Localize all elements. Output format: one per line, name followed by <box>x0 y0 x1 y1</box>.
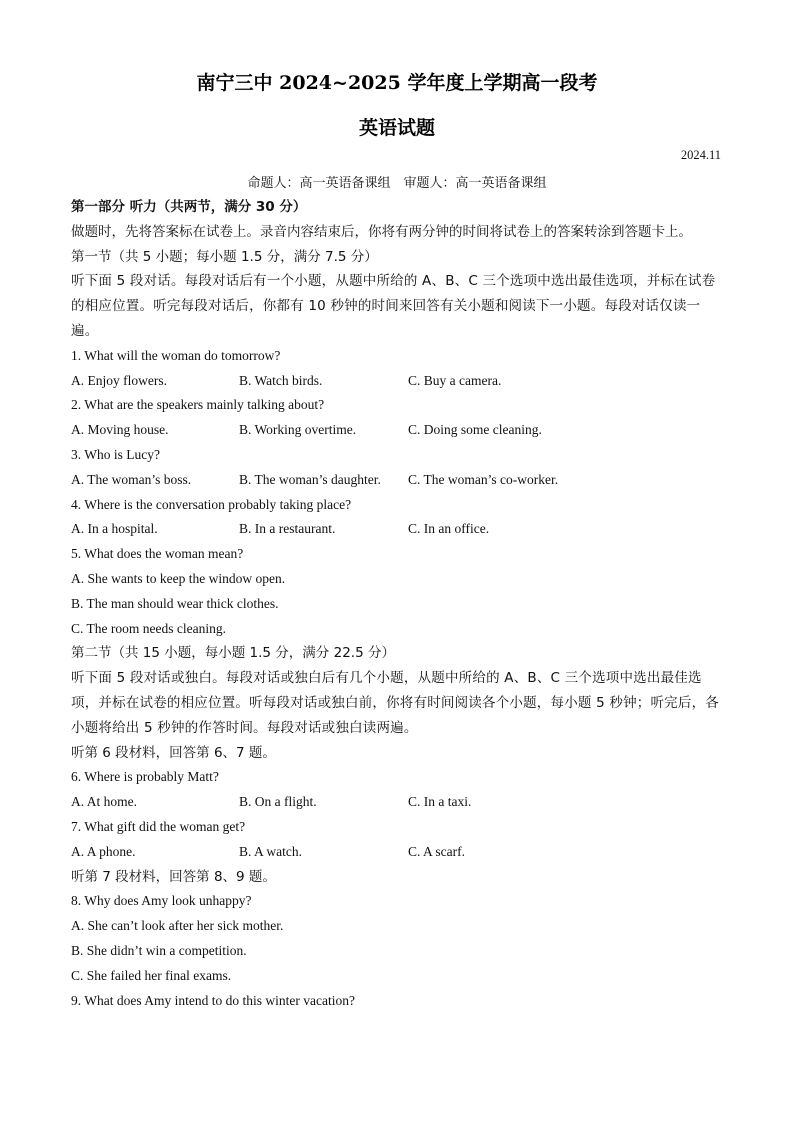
question-7: 7. What gift did the woman get? <box>71 818 246 834</box>
question-2: 2. What are the speakers mainly talking about? <box>71 397 325 413</box>
option-a: A. A phone. <box>71 843 136 859</box>
option-b: B. Watch birds. <box>239 372 323 388</box>
option-c: C. In a taxi. <box>408 794 472 810</box>
question-1-options <box>71 369 721 394</box>
section2-instruction: 听下面 5 段对话或独白。每段对话或独白后有几个小题，从题中所给的 A、B、C 三个选项中选出最佳选项，并标在试卷的相应位置。听每段对话或独白前，你将有时间阅读各个小题，每小题 5 秒钟；听完后，各小题将给出 5 秒钟的作答时间。每段对话或独白读两遍。 <box>71 670 719 736</box>
question-9: 9. What does Amy intend to do this winter vacation? <box>71 992 355 1008</box>
question-5: 5. What does the woman mean? <box>71 546 244 562</box>
exam-content <box>71 195 721 1013</box>
option-b: B. The woman’s daughter. <box>239 471 381 487</box>
authors-line: 命题人：高一英语备课组 审题人：高一英语备课组 <box>247 176 547 191</box>
question-3-options <box>71 468 721 493</box>
option-a: A. In a hospital. <box>71 521 158 537</box>
option-b: B. The man should wear thick clothes. <box>71 595 279 611</box>
option-b: B. She didn’t win a competition. <box>71 942 247 958</box>
material-6-note: 听第 6 段材料，回答第 6、7 题。 <box>71 744 276 761</box>
section2-heading: 第二节（共 15 小题，每小题 1.5 分，满分 22.5 分） <box>71 645 395 662</box>
question-4: 4. Where is the conversation probably taking place? <box>71 496 352 512</box>
option-a: A. She wants to keep the window open. <box>71 570 286 586</box>
option-a: A. She can’t look after her sick mother. <box>71 918 284 934</box>
exam-date: 2024.11 <box>680 148 721 162</box>
section1-instruction: 听下面 5 段对话。每段对话后有一个小题，从题中所给的 A、B、C 三个选项中选出最佳选项，并标在试卷的相应位置。听完每段对话后，你都有 10 秒钟的时间来回答有关小题和阅读下一小题。每段对话仅读一遍。 <box>71 273 716 339</box>
option-c: C. The woman’s co-worker. <box>408 471 559 487</box>
exam-title: 南宁三中 2024~2025 学年度上学期高一段考 <box>196 72 598 94</box>
subject-title: 英语试题 <box>358 117 435 139</box>
option-c: C. Doing some cleaning. <box>408 422 542 438</box>
option-b: B. Working overtime. <box>239 422 357 438</box>
option-c: C. A scarf. <box>408 843 465 859</box>
question-7-options <box>71 840 721 865</box>
option-c: C. Buy a camera. <box>408 372 502 388</box>
question-6: 6. Where is probably Matt? <box>71 769 219 785</box>
question-4-options <box>71 517 721 542</box>
option-a: A. Moving house. <box>71 422 169 438</box>
question-8: 8. Why does Amy look unhappy? <box>71 893 252 909</box>
question-2-options <box>71 418 721 443</box>
option-b: B. On a flight. <box>239 794 317 810</box>
part1-heading: 第一部分 听力（共两节，满分 30 分） <box>71 199 307 215</box>
part1-instruction: 做题时，先将答案标在试卷上。录音内容结束后，你将有两分钟的时间将试卷上的答案转涂到答题卡上。 <box>71 223 692 240</box>
material-7-note: 听第 7 段材料，回答第 8、9 题。 <box>71 868 276 885</box>
question-1: 1. What will the woman do tomorrow? <box>71 347 281 363</box>
option-c: C. The room needs cleaning. <box>71 620 226 636</box>
option-a: A. Enjoy flowers. <box>71 372 167 388</box>
option-b: B. In a restaurant. <box>239 521 336 537</box>
option-b: B. A watch. <box>239 843 302 859</box>
option-c: C. In an office. <box>408 521 490 537</box>
option-c: C. She failed her final exams. <box>71 967 232 983</box>
option-a: A. The woman’s boss. <box>71 471 192 487</box>
question-3: 3. Who is Lucy? <box>71 446 160 462</box>
section1-heading: 第一节（共 5 小题；每小题 1.5 分，满分 7.5 分） <box>71 248 378 265</box>
option-a: A. At home. <box>71 794 137 810</box>
question-6-options <box>71 790 721 815</box>
